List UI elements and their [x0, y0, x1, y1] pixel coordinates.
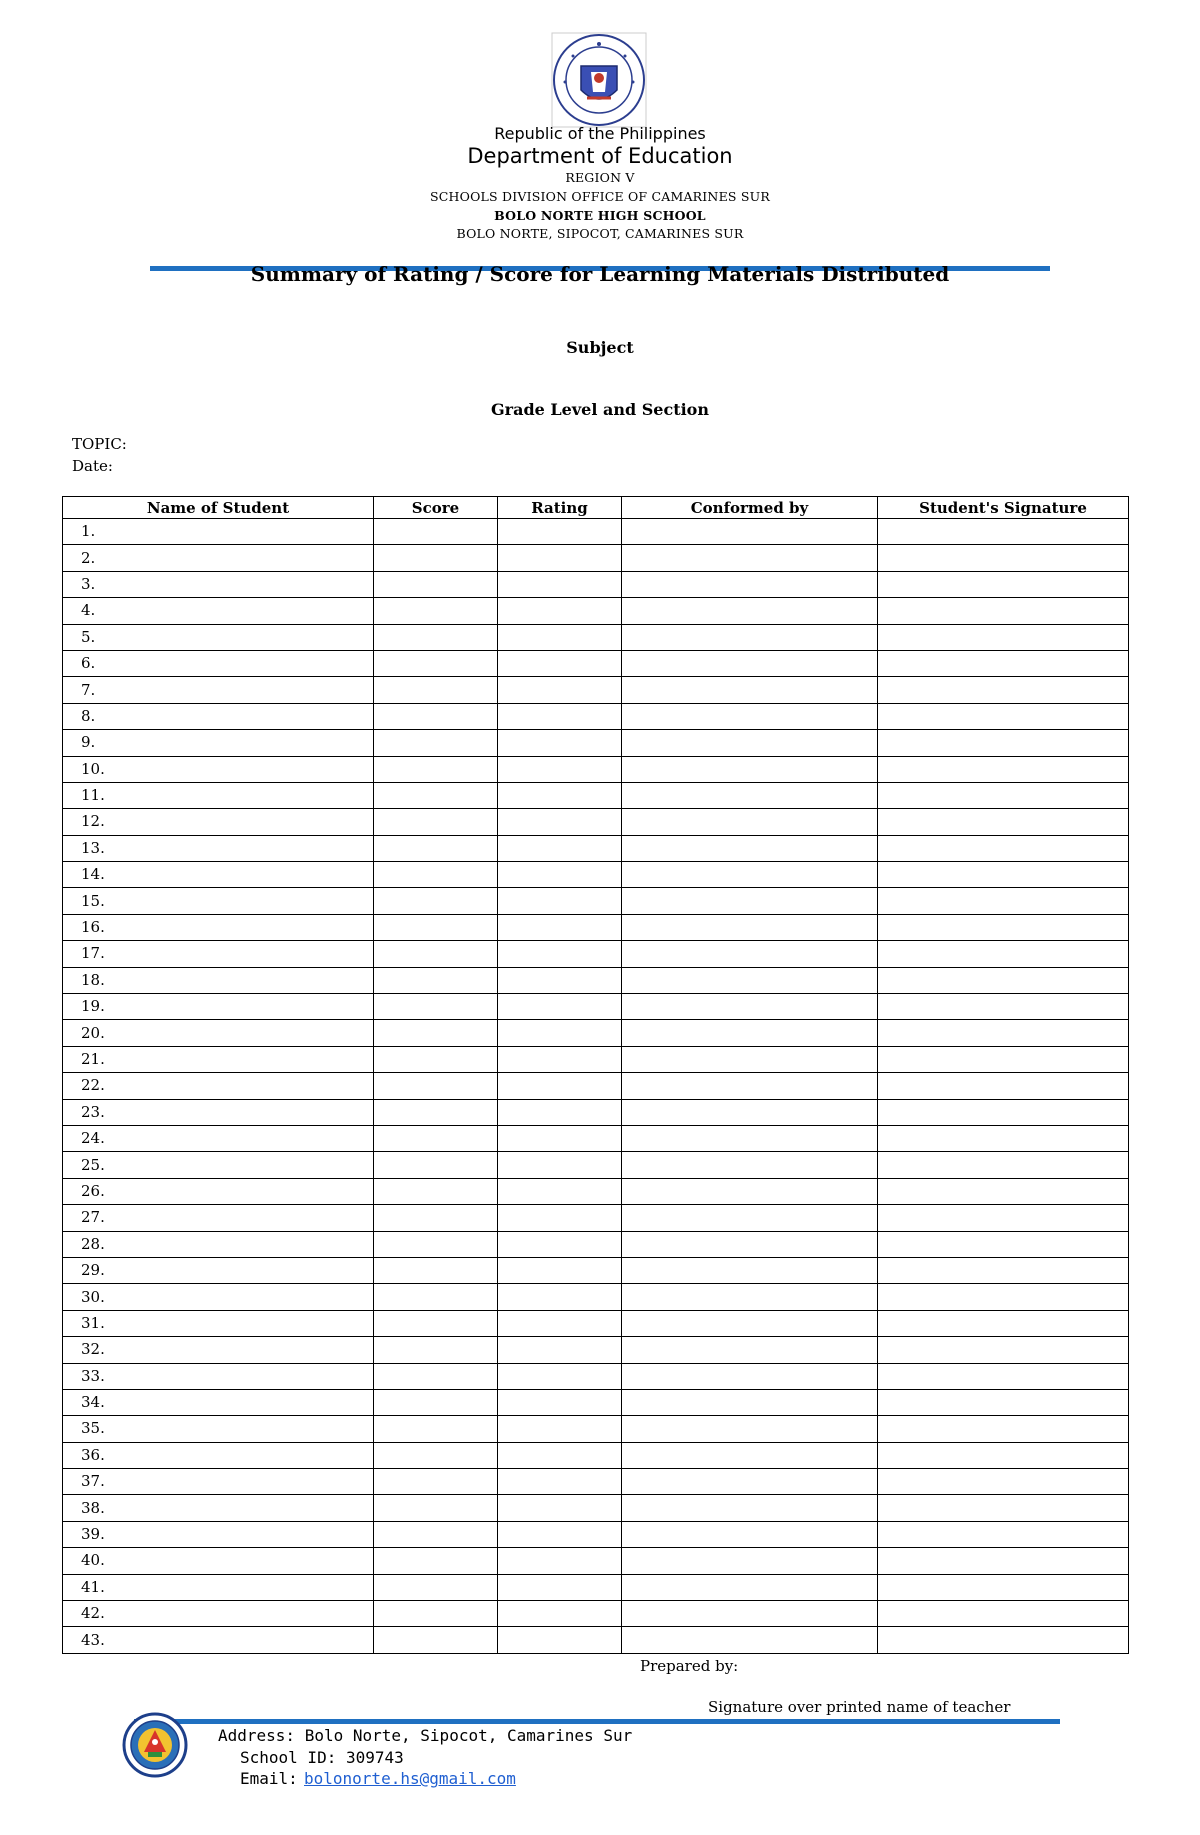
student-name-cell: 10.	[63, 756, 374, 782]
conformed-by-cell	[622, 835, 878, 861]
table-row	[63, 782, 1129, 808]
rating-cell	[498, 1257, 622, 1283]
column-header-name: Name of Student	[63, 497, 374, 519]
signature-cell	[878, 519, 1129, 545]
score-cell	[374, 677, 498, 703]
rating-cell	[498, 519, 622, 545]
signature-cell	[878, 1020, 1129, 1046]
student-name-cell: 23.	[63, 1099, 374, 1125]
signature-cell	[878, 994, 1129, 1020]
student-name-cell: 3.	[63, 571, 374, 597]
table-row	[63, 1416, 1129, 1442]
table-row	[63, 1099, 1129, 1125]
conformed-by-cell	[622, 1073, 878, 1099]
conformed-by-cell	[622, 888, 878, 914]
signature-cell	[878, 1231, 1129, 1257]
table-row	[63, 835, 1129, 861]
table-row	[63, 1469, 1129, 1495]
student-name-cell: 27.	[63, 1205, 374, 1231]
signature-cell	[878, 730, 1129, 756]
student-name-cell: 24.	[63, 1125, 374, 1151]
table-row	[63, 703, 1129, 729]
rating-cell	[498, 1231, 622, 1257]
student-name-cell: 15.	[63, 888, 374, 914]
column-header-rating: Rating	[498, 497, 622, 519]
student-name-cell: 35.	[63, 1416, 374, 1442]
conformed-by-cell	[622, 1337, 878, 1363]
score-cell	[374, 1627, 498, 1653]
table-row	[63, 1310, 1129, 1336]
conformed-by-cell	[622, 809, 878, 835]
student-name-cell: 12.	[63, 809, 374, 835]
table-header-row	[63, 497, 1129, 519]
table-row	[63, 677, 1129, 703]
score-cell	[374, 941, 498, 967]
rating-cell	[498, 703, 622, 729]
rating-cell	[498, 1548, 622, 1574]
conformed-by-cell	[622, 1310, 878, 1336]
rating-cell	[498, 941, 622, 967]
signature-cell	[878, 1469, 1129, 1495]
student-name-cell: 32.	[63, 1337, 374, 1363]
score-cell	[374, 1152, 498, 1178]
table-row	[63, 994, 1129, 1020]
signature-cell	[878, 1284, 1129, 1310]
signature-cell	[878, 677, 1129, 703]
table-row	[63, 809, 1129, 835]
score-cell	[374, 624, 498, 650]
signature-cell	[878, 1389, 1129, 1415]
conformed-by-cell	[622, 782, 878, 808]
student-name-cell: 14.	[63, 862, 374, 888]
student-name-cell: 41.	[63, 1574, 374, 1600]
score-cell	[374, 730, 498, 756]
score-cell	[374, 994, 498, 1020]
score-cell	[374, 888, 498, 914]
student-name-cell: 17.	[63, 941, 374, 967]
conformed-by-cell	[622, 1152, 878, 1178]
signature-cell	[878, 1495, 1129, 1521]
rating-cell	[498, 598, 622, 624]
score-cell	[374, 1231, 498, 1257]
score-cell	[374, 1495, 498, 1521]
conformed-by-cell	[622, 1627, 878, 1653]
conformed-by-cell	[622, 730, 878, 756]
school-name: BOLO NORTE HIGH SCHOOL	[494, 208, 706, 223]
student-name-cell: 22.	[63, 1073, 374, 1099]
conformed-by-cell	[622, 677, 878, 703]
signature-cell	[878, 1416, 1129, 1442]
student-name-cell: 29.	[63, 1257, 374, 1283]
student-name-cell: 7.	[63, 677, 374, 703]
rating-cell	[498, 1521, 622, 1547]
rating-cell	[498, 782, 622, 808]
conformed-by-cell	[622, 1257, 878, 1283]
column-header-conformed-by: Conformed by	[622, 497, 878, 519]
table-body	[63, 519, 1129, 1654]
signature-cell	[878, 914, 1129, 940]
footer-email-label: Email:	[240, 1769, 298, 1788]
table-row	[63, 756, 1129, 782]
rating-cell	[498, 967, 622, 993]
student-name-cell: 8.	[63, 703, 374, 729]
topic-label: TOPIC:	[72, 435, 127, 453]
signature-cell	[878, 1574, 1129, 1600]
signature-cell	[878, 888, 1129, 914]
grade-section-label: Grade Level and Section	[491, 400, 709, 419]
table-row	[63, 1125, 1129, 1151]
student-name-cell: 5.	[63, 624, 374, 650]
rating-cell	[498, 1073, 622, 1099]
signature-cell	[878, 1442, 1129, 1468]
document-title: Summary of Rating / Score for Learning Materials Distributed	[250, 262, 950, 286]
footer-school-id: School ID: 309743	[240, 1748, 404, 1767]
table-row	[63, 519, 1129, 545]
table-row	[63, 624, 1129, 650]
conformed-by-cell	[622, 1495, 878, 1521]
rating-cell	[498, 1469, 622, 1495]
conformed-by-cell	[622, 1442, 878, 1468]
table-row	[63, 1231, 1129, 1257]
signature-cell	[878, 1310, 1129, 1336]
rating-cell	[498, 1125, 622, 1151]
table-row	[63, 1574, 1129, 1600]
student-name-cell: 9.	[63, 730, 374, 756]
student-name-cell: 34.	[63, 1389, 374, 1415]
school-address: BOLO NORTE, SIPOCOT, CAMARINES SUR	[456, 226, 744, 241]
signature-cell	[878, 1152, 1129, 1178]
student-name-cell: 6.	[63, 650, 374, 676]
table-row	[63, 1337, 1129, 1363]
rating-cell	[498, 1205, 622, 1231]
table-row	[63, 967, 1129, 993]
rating-cell	[498, 835, 622, 861]
score-cell	[374, 1178, 498, 1204]
rating-cell	[498, 1152, 622, 1178]
score-cell	[374, 1416, 498, 1442]
region-line: REGION V	[565, 170, 635, 185]
rating-cell	[498, 1363, 622, 1389]
teacher-signature-caption: Signature over printed name of teacher	[708, 1698, 1011, 1716]
conformed-by-cell	[622, 1389, 878, 1415]
rating-cell	[498, 888, 622, 914]
signature-cell	[878, 598, 1129, 624]
score-cell	[374, 1125, 498, 1151]
prepared-by-label: Prepared by:	[640, 1657, 739, 1675]
score-cell	[374, 835, 498, 861]
conformed-by-cell	[622, 1099, 878, 1125]
signature-cell	[878, 1601, 1129, 1627]
signature-cell	[878, 624, 1129, 650]
signature-cell	[878, 1337, 1129, 1363]
score-cell	[374, 598, 498, 624]
student-name-cell: 26.	[63, 1178, 374, 1204]
school-seal-logo	[122, 1712, 188, 1778]
signature-cell	[878, 703, 1129, 729]
signature-cell	[878, 756, 1129, 782]
table-row	[63, 1363, 1129, 1389]
signature-cell	[878, 1257, 1129, 1283]
conformed-by-cell	[622, 571, 878, 597]
score-cell	[374, 1337, 498, 1363]
footer-email-link[interactable]: bolonorte.hs@gmail.com	[304, 1769, 516, 1788]
department-name: Department of Education	[467, 144, 733, 168]
table-row	[63, 598, 1129, 624]
student-name-cell: 43.	[63, 1627, 374, 1653]
score-cell	[374, 519, 498, 545]
table-row	[63, 1495, 1129, 1521]
student-name-cell: 28.	[63, 1231, 374, 1257]
rating-cell	[498, 650, 622, 676]
conformed-by-cell	[622, 1178, 878, 1204]
signature-cell	[878, 941, 1129, 967]
student-name-cell: 11.	[63, 782, 374, 808]
table-row	[63, 1627, 1129, 1653]
student-name-cell: 25.	[63, 1152, 374, 1178]
score-cell	[374, 703, 498, 729]
student-name-cell: 37.	[63, 1469, 374, 1495]
rating-cell	[498, 809, 622, 835]
conformed-by-cell	[622, 914, 878, 940]
conformed-by-cell	[622, 967, 878, 993]
rating-cell	[498, 1337, 622, 1363]
student-name-cell: 20.	[63, 1020, 374, 1046]
rating-cell	[498, 1310, 622, 1336]
student-name-cell: 30.	[63, 1284, 374, 1310]
subject-label: Subject	[566, 338, 634, 357]
table-row	[63, 1442, 1129, 1468]
table-row	[63, 650, 1129, 676]
table-row	[63, 1152, 1129, 1178]
conformed-by-cell	[622, 1416, 878, 1442]
table-row	[63, 1205, 1129, 1231]
conformed-by-cell	[622, 1601, 878, 1627]
conformed-by-cell	[622, 1521, 878, 1547]
score-cell	[374, 967, 498, 993]
division-line: SCHOOLS DIVISION OFFICE OF CAMARINES SUR	[430, 189, 770, 204]
rating-cell	[498, 914, 622, 940]
rating-cell	[498, 571, 622, 597]
signature-cell	[878, 571, 1129, 597]
rating-cell	[498, 1416, 622, 1442]
score-cell	[374, 1389, 498, 1415]
student-name-cell: 39.	[63, 1521, 374, 1547]
rating-cell	[498, 1178, 622, 1204]
score-cell	[374, 1442, 498, 1468]
score-cell	[374, 1469, 498, 1495]
signature-cell	[878, 1046, 1129, 1072]
rating-cell	[498, 677, 622, 703]
rating-cell	[498, 730, 622, 756]
table-row	[63, 1257, 1129, 1283]
conformed-by-cell	[622, 703, 878, 729]
score-cell	[374, 1574, 498, 1600]
conformed-by-cell	[622, 862, 878, 888]
table-row	[63, 571, 1129, 597]
signature-cell	[878, 1178, 1129, 1204]
conformed-by-cell	[622, 650, 878, 676]
table-row	[63, 1046, 1129, 1072]
conformed-by-cell	[622, 994, 878, 1020]
rating-cell	[498, 1495, 622, 1521]
signature-cell	[878, 967, 1129, 993]
footer-address: Address: Bolo Norte, Sipocot, Camarines Sur	[218, 1726, 633, 1745]
table-row	[63, 1389, 1129, 1415]
signature-cell	[878, 1125, 1129, 1151]
conformed-by-cell	[622, 1046, 878, 1072]
rating-cell	[498, 994, 622, 1020]
table-row	[63, 1073, 1129, 1099]
conformed-by-cell	[622, 1125, 878, 1151]
score-cell	[374, 545, 498, 571]
signature-cell	[878, 835, 1129, 861]
score-cell	[374, 809, 498, 835]
table-row	[63, 941, 1129, 967]
signature-cell	[878, 650, 1129, 676]
score-cell	[374, 1257, 498, 1283]
deped-seal-logo	[551, 32, 647, 128]
score-cell	[374, 862, 498, 888]
table-row	[63, 1601, 1129, 1627]
score-cell	[374, 782, 498, 808]
score-cell	[374, 1046, 498, 1072]
conformed-by-cell	[622, 1284, 878, 1310]
signature-cell	[878, 1548, 1129, 1574]
table-row	[63, 1548, 1129, 1574]
score-cell	[374, 571, 498, 597]
rating-cell	[498, 862, 622, 888]
student-name-cell: 18.	[63, 967, 374, 993]
student-name-cell: 2.	[63, 545, 374, 571]
score-cell	[374, 1099, 498, 1125]
conformed-by-cell	[622, 1548, 878, 1574]
conformed-by-cell	[622, 1205, 878, 1231]
footer-divider	[134, 1719, 1060, 1724]
score-cell	[374, 650, 498, 676]
republic-line: Republic of the Philippines	[494, 124, 706, 143]
table-row	[63, 545, 1129, 571]
student-name-cell: 38.	[63, 1495, 374, 1521]
score-cell	[374, 1073, 498, 1099]
conformed-by-cell	[622, 1020, 878, 1046]
rating-cell	[498, 1601, 622, 1627]
student-name-cell: 4.	[63, 598, 374, 624]
score-cell	[374, 1363, 498, 1389]
student-roster-table	[62, 496, 1129, 1654]
table-row	[63, 730, 1129, 756]
signature-cell	[878, 1099, 1129, 1125]
student-name-cell: 36.	[63, 1442, 374, 1468]
rating-cell	[498, 1099, 622, 1125]
conformed-by-cell	[622, 545, 878, 571]
rating-cell	[498, 1020, 622, 1046]
table-row	[63, 1020, 1129, 1046]
rating-cell	[498, 1574, 622, 1600]
score-cell	[374, 1020, 498, 1046]
rating-cell	[498, 1389, 622, 1415]
rating-cell	[498, 1046, 622, 1072]
score-cell	[374, 1548, 498, 1574]
signature-cell	[878, 809, 1129, 835]
signature-cell	[878, 862, 1129, 888]
score-cell	[374, 1601, 498, 1627]
student-name-cell: 13.	[63, 835, 374, 861]
date-label: Date:	[72, 457, 113, 475]
conformed-by-cell	[622, 941, 878, 967]
student-name-cell: 1.	[63, 519, 374, 545]
conformed-by-cell	[622, 756, 878, 782]
conformed-by-cell	[622, 519, 878, 545]
signature-cell	[878, 1205, 1129, 1231]
rating-cell	[498, 624, 622, 650]
conformed-by-cell	[622, 624, 878, 650]
conformed-by-cell	[622, 1469, 878, 1495]
signature-cell	[878, 1627, 1129, 1653]
conformed-by-cell	[622, 1363, 878, 1389]
student-name-cell: 42.	[63, 1601, 374, 1627]
score-cell	[374, 1205, 498, 1231]
student-name-cell: 21.	[63, 1046, 374, 1072]
student-name-cell: 33.	[63, 1363, 374, 1389]
rating-cell	[498, 1627, 622, 1653]
rating-cell	[498, 545, 622, 571]
conformed-by-cell	[622, 1574, 878, 1600]
conformed-by-cell	[622, 598, 878, 624]
column-header-signature: Student's Signature	[878, 497, 1129, 519]
student-name-cell: 19.	[63, 994, 374, 1020]
signature-cell	[878, 782, 1129, 808]
score-cell	[374, 1310, 498, 1336]
score-cell	[374, 914, 498, 940]
table-row	[63, 1178, 1129, 1204]
student-name-cell: 16.	[63, 914, 374, 940]
column-header-score: Score	[374, 497, 498, 519]
table-row	[63, 914, 1129, 940]
rating-cell	[498, 1442, 622, 1468]
table-row	[63, 862, 1129, 888]
rating-cell	[498, 1284, 622, 1310]
conformed-by-cell	[622, 1231, 878, 1257]
student-name-cell: 31.	[63, 1310, 374, 1336]
score-cell	[374, 1284, 498, 1310]
rating-cell	[498, 756, 622, 782]
signature-cell	[878, 1363, 1129, 1389]
signature-cell	[878, 1521, 1129, 1547]
signature-cell	[878, 545, 1129, 571]
score-cell	[374, 1521, 498, 1547]
table-row	[63, 888, 1129, 914]
score-cell	[374, 756, 498, 782]
table-row	[63, 1521, 1129, 1547]
student-name-cell: 40.	[63, 1548, 374, 1574]
table-row	[63, 1284, 1129, 1310]
signature-cell	[878, 1073, 1129, 1099]
